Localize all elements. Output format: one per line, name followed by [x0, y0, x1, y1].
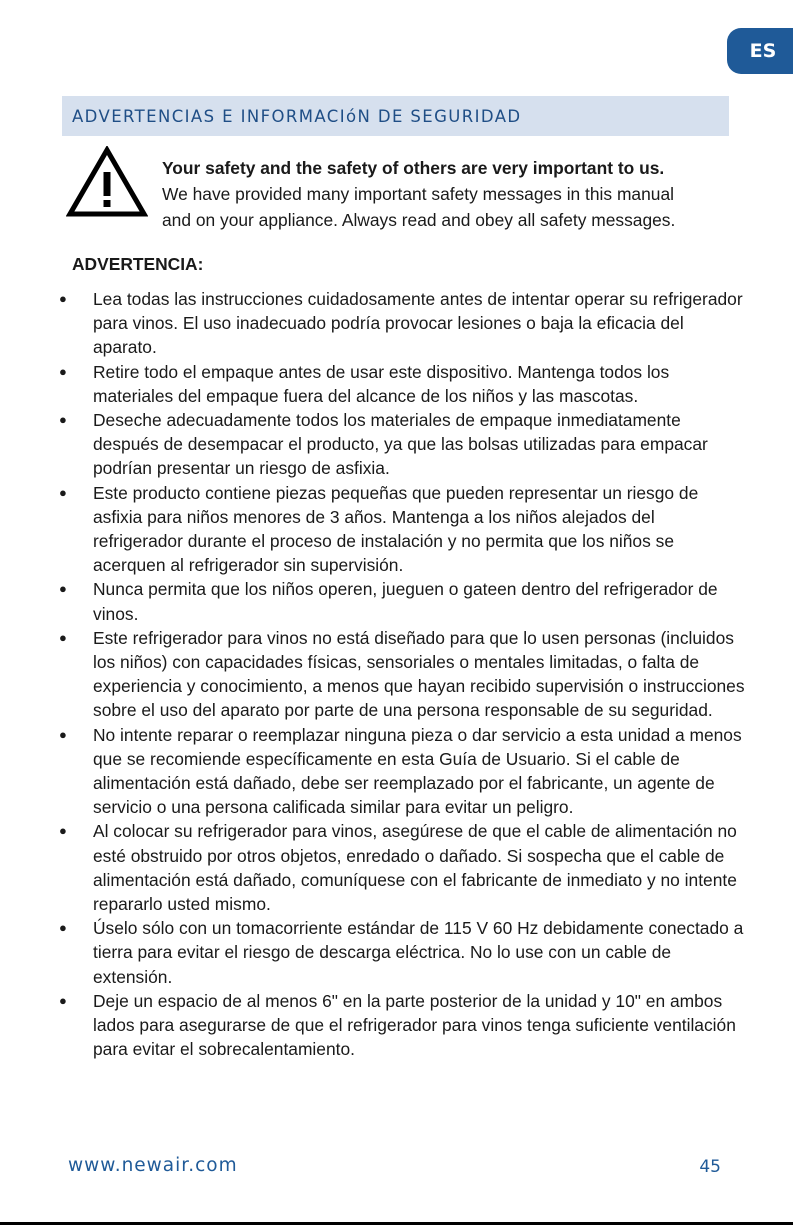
- bullet-icon: ●: [59, 823, 67, 839]
- safety-headline: Your safety and the safety of others are very important to us.: [162, 158, 665, 178]
- bullet-icon: ●: [59, 629, 67, 645]
- bullet-icon: ●: [59, 992, 67, 1008]
- list-item: ● Lea todas las instrucciones cuidadosamente antes de intentar operar su refrigerador para vinos. El uso inadecuado podría provocar lesiones o baja la eficacia del aparato.: [59, 289, 743, 358]
- safety-line: and on your appliance. Always read and obey all safety messages.: [162, 210, 676, 230]
- safety-line: We have provided many important safety messages in this manual: [162, 184, 674, 204]
- list-item: ● No intente reparar o reemplazar ninguna pieza o dar servicio a esta unidad a menos que se recomiende específicamente en esta Guía de Usuario. Si el cable de alimentación está dañado, debe ser reemplazado por el fabricante, un agente de servicio o una persona calificada similar para evitar un peligro.: [59, 724, 742, 818]
- bullet-icon: ●: [59, 363, 67, 379]
- warning-list: [55, 287, 745, 1062]
- warning-heading: ADVERTENCIA:: [72, 254, 204, 274]
- bullet-icon: ●: [59, 484, 67, 500]
- safety-message: [162, 155, 742, 233]
- bullet-icon: ●: [59, 581, 67, 597]
- page-number: 45: [699, 1157, 721, 1177]
- list-item: ● Nunca permita que los niños operen, jueguen o gateen dentro del refrigerador de vinos.: [59, 579, 718, 624]
- warning-triangle-icon: [66, 146, 148, 218]
- list-item: ● Este refrigerador para vinos no está diseñado para que lo usen personas (incluidos los niños) con capacidades físicas, sensoriales o mentales limitadas, o falta de experiencia y conocimiento, a menos que hayan recibido supervisión o instrucciones sobre el uso del aparato por parte de una persona responsable de su seguridad.: [59, 627, 745, 721]
- bullet-icon: ●: [59, 412, 67, 428]
- list-item: ● Este producto contiene piezas pequeñas que pueden representar un riesgo de asfixia para niños menores de 3 años. Mantenga a los niños alejados del refrigerador durante el proceso de instalación y no permita que los niños se acerquen al refrigerador sin supervisión.: [59, 482, 699, 576]
- list-item: ● Al colocar su refrigerador para vinos, asegúrese de que el cable de alimentación no esté obstruido por otros objetos, enredado o dañado. Si sospecha que el cable de alimentación está dañado, comuníquese con el fabricante de inmediato y no intente repararlo usted mismo.: [59, 821, 737, 915]
- bullet-icon: ●: [59, 291, 67, 306]
- footer-url: www.newair.com: [68, 1155, 238, 1176]
- list-item: ● Deje un espacio de al menos 6" en la parte posterior de la unidad y 10" en ambos lados para asegurarse de que el refrigerador para vinos tenga suficiente ventilación para evitar el sobrecalentamiento.: [59, 990, 736, 1060]
- section-title: ADVERTENCIAS E INFORMACIóN DE SEGURIDAD: [62, 96, 729, 136]
- list-item: ● Deseche adecuadamente todos los materiales de empaque inmediatamente después de desempacar el producto, ya que las bolsas utilizadas para empacar podrían presentar un riesgo de asfixia.: [59, 410, 708, 479]
- bullet-icon: ●: [59, 920, 67, 936]
- language-tab: ES: [727, 28, 793, 74]
- bullet-icon: ●: [59, 726, 67, 742]
- list-item: ● Úselo sólo con un tomacorriente estándar de 115 V 60 Hz debidamente conectado a tierra para evitar el riesgo de descarga eléctrica. No lo use con un cable de extensión.: [59, 918, 744, 987]
- list-item: ● Retire todo el empaque antes de usar este dispositivo. Mantenga todos los materiales del empaque fuera del alcance de los niños y las mascotas.: [59, 361, 670, 406]
